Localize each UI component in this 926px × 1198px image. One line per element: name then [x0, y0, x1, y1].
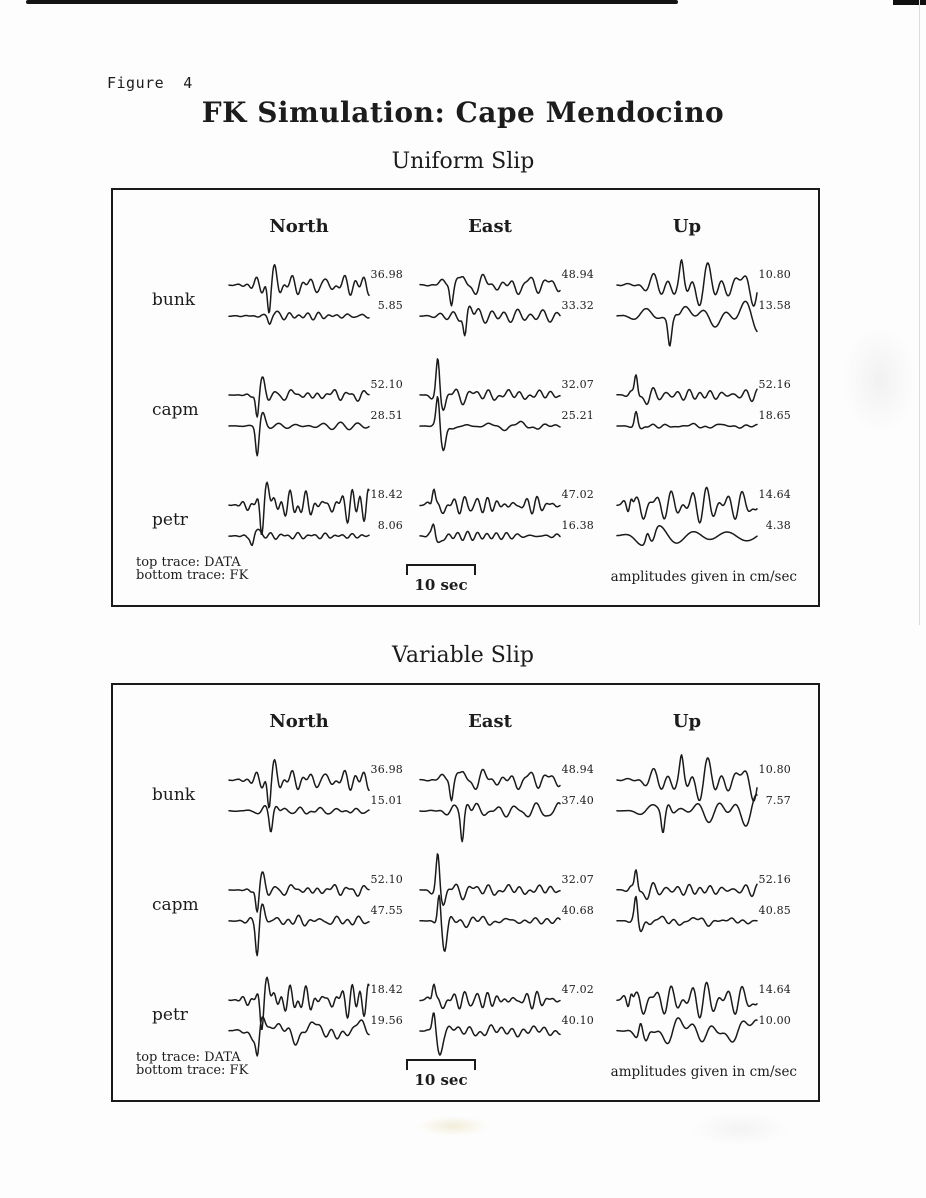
- fk-trace: [420, 504, 560, 568]
- fk-amplitude: 5.85: [377, 299, 403, 312]
- cell-bunk-east: [420, 245, 594, 345]
- cell-bunk-east: [420, 740, 594, 840]
- fk-trace: [420, 999, 560, 1063]
- cell-petr-east: [420, 465, 594, 565]
- fk-amplitude: 4.38: [765, 519, 791, 532]
- fk-amplitude: 7.57: [765, 794, 791, 807]
- fk-trace: [420, 284, 560, 348]
- station-label-capm: capm: [152, 400, 199, 420]
- column-header-north: North: [269, 711, 329, 732]
- fk-trace: [617, 394, 757, 458]
- fk-amplitude: 28.51: [370, 409, 403, 422]
- fk-amplitude: 8.06: [377, 519, 403, 532]
- cell-petr-north: [229, 960, 403, 1060]
- figure-number-label: Figure 4: [107, 74, 193, 92]
- data-amplitude: 48.94: [561, 268, 594, 281]
- scan-artifact-right-line: [919, 0, 920, 625]
- cell-petr-up: [617, 960, 791, 1060]
- fk-trace: [229, 284, 369, 348]
- amplitude-units-note: amplitudes given in cm/sec: [610, 1064, 797, 1080]
- data-amplitude: 10.80: [758, 268, 791, 281]
- column-header-north: North: [269, 216, 329, 237]
- fk-amplitude: 37.40: [561, 794, 594, 807]
- data-amplitude: 52.10: [370, 378, 403, 391]
- fk-trace: [617, 284, 757, 348]
- data-amplitude: 52.16: [758, 378, 791, 391]
- cell-capm-north: [229, 355, 403, 455]
- cell-capm-up: [617, 850, 791, 950]
- data-amplitude: 36.98: [370, 763, 403, 776]
- legend-bottom-trace: bottom trace: FK: [136, 1063, 249, 1078]
- data-amplitude: 18.42: [370, 488, 403, 501]
- station-label-capm: capm: [152, 895, 199, 915]
- cell-bunk-up: [617, 245, 791, 345]
- scale-bar-label: 10 sec: [414, 576, 468, 594]
- fk-amplitude: 40.68: [561, 904, 594, 917]
- legend-top-trace: top trace: DATA: [136, 1050, 241, 1065]
- fk-trace: [617, 504, 757, 568]
- legend-bottom-trace: bottom trace: FK: [136, 568, 249, 583]
- cell-petr-east: [420, 960, 594, 1060]
- fk-amplitude: 47.55: [370, 904, 403, 917]
- fk-amplitude: 18.65: [758, 409, 791, 422]
- data-amplitude: 14.64: [758, 488, 791, 501]
- cell-capm-up: [617, 355, 791, 455]
- fk-trace: [420, 889, 560, 953]
- scale-bar-label: 10 sec: [414, 1071, 468, 1089]
- fk-trace: [229, 394, 369, 458]
- cell-petr-up: [617, 465, 791, 565]
- data-amplitude: 32.07: [561, 378, 594, 391]
- column-header-up: Up: [672, 216, 702, 237]
- data-amplitude: 32.07: [561, 873, 594, 886]
- fk-amplitude: 19.56: [370, 1014, 403, 1027]
- fk-amplitude: 15.01: [370, 794, 403, 807]
- cell-bunk-north: [229, 245, 403, 345]
- data-amplitude: 10.80: [758, 763, 791, 776]
- scan-artifact-yellow-smudge: [418, 1116, 488, 1136]
- data-amplitude: 48.94: [561, 763, 594, 776]
- variable-slip-panel: [111, 683, 820, 1102]
- cell-capm-east: [420, 355, 594, 455]
- fk-amplitude: 16.38: [561, 519, 594, 532]
- data-amplitude: 18.42: [370, 983, 403, 996]
- station-label-petr: petr: [152, 510, 188, 530]
- station-label-petr: petr: [152, 1005, 188, 1025]
- figure-title: FK Simulation: Cape Mendocino: [201, 96, 725, 129]
- fk-trace: [229, 779, 369, 843]
- data-amplitude: 52.10: [370, 873, 403, 886]
- fk-trace: [420, 394, 560, 458]
- uniform-slip-panel: [111, 188, 820, 607]
- time-scale-bar: [406, 564, 476, 594]
- fk-amplitude: 33.32: [561, 299, 594, 312]
- cell-bunk-north: [229, 740, 403, 840]
- scan-artifact-right-smudge: [842, 325, 917, 435]
- panel-subtitle-uniform-slip: Uniform Slip: [391, 149, 535, 174]
- fk-amplitude: 10.00: [758, 1014, 791, 1027]
- cell-capm-north: [229, 850, 403, 950]
- data-amplitude: 47.02: [561, 983, 594, 996]
- fk-trace: [617, 779, 757, 843]
- fk-trace: [229, 889, 369, 953]
- station-label-bunk: bunk: [152, 290, 196, 310]
- panel-subtitle-variable-slip: Variable Slip: [391, 643, 534, 668]
- cell-capm-east: [420, 850, 594, 950]
- fk-amplitude: 40.85: [758, 904, 791, 917]
- data-amplitude: 14.64: [758, 983, 791, 996]
- fk-trace: [617, 999, 757, 1063]
- fk-trace: [420, 779, 560, 843]
- data-amplitude: 52.16: [758, 873, 791, 886]
- time-scale-bar: [406, 1059, 476, 1089]
- column-header-east: East: [468, 711, 512, 732]
- fk-amplitude: 25.21: [561, 409, 594, 422]
- column-header-up: Up: [672, 711, 702, 732]
- legend-top-trace: top trace: DATA: [136, 555, 241, 570]
- data-amplitude: 36.98: [370, 268, 403, 281]
- fk-trace: [229, 504, 369, 568]
- scan-artifact-top-strip: [26, 0, 678, 4]
- fk-trace: [229, 999, 369, 1063]
- station-label-bunk: bunk: [152, 785, 196, 805]
- fk-amplitude: 40.10: [561, 1014, 594, 1027]
- fk-trace: [617, 889, 757, 953]
- fk-amplitude: 13.58: [758, 299, 791, 312]
- amplitude-units-note: amplitudes given in cm/sec: [610, 569, 797, 585]
- cell-petr-north: [229, 465, 403, 565]
- data-amplitude: 47.02: [561, 488, 594, 501]
- cell-bunk-up: [617, 740, 791, 840]
- column-header-east: East: [468, 216, 512, 237]
- scan-artifact-top-right: [893, 0, 926, 5]
- scan-artifact-bottom-smudge: [690, 1112, 790, 1146]
